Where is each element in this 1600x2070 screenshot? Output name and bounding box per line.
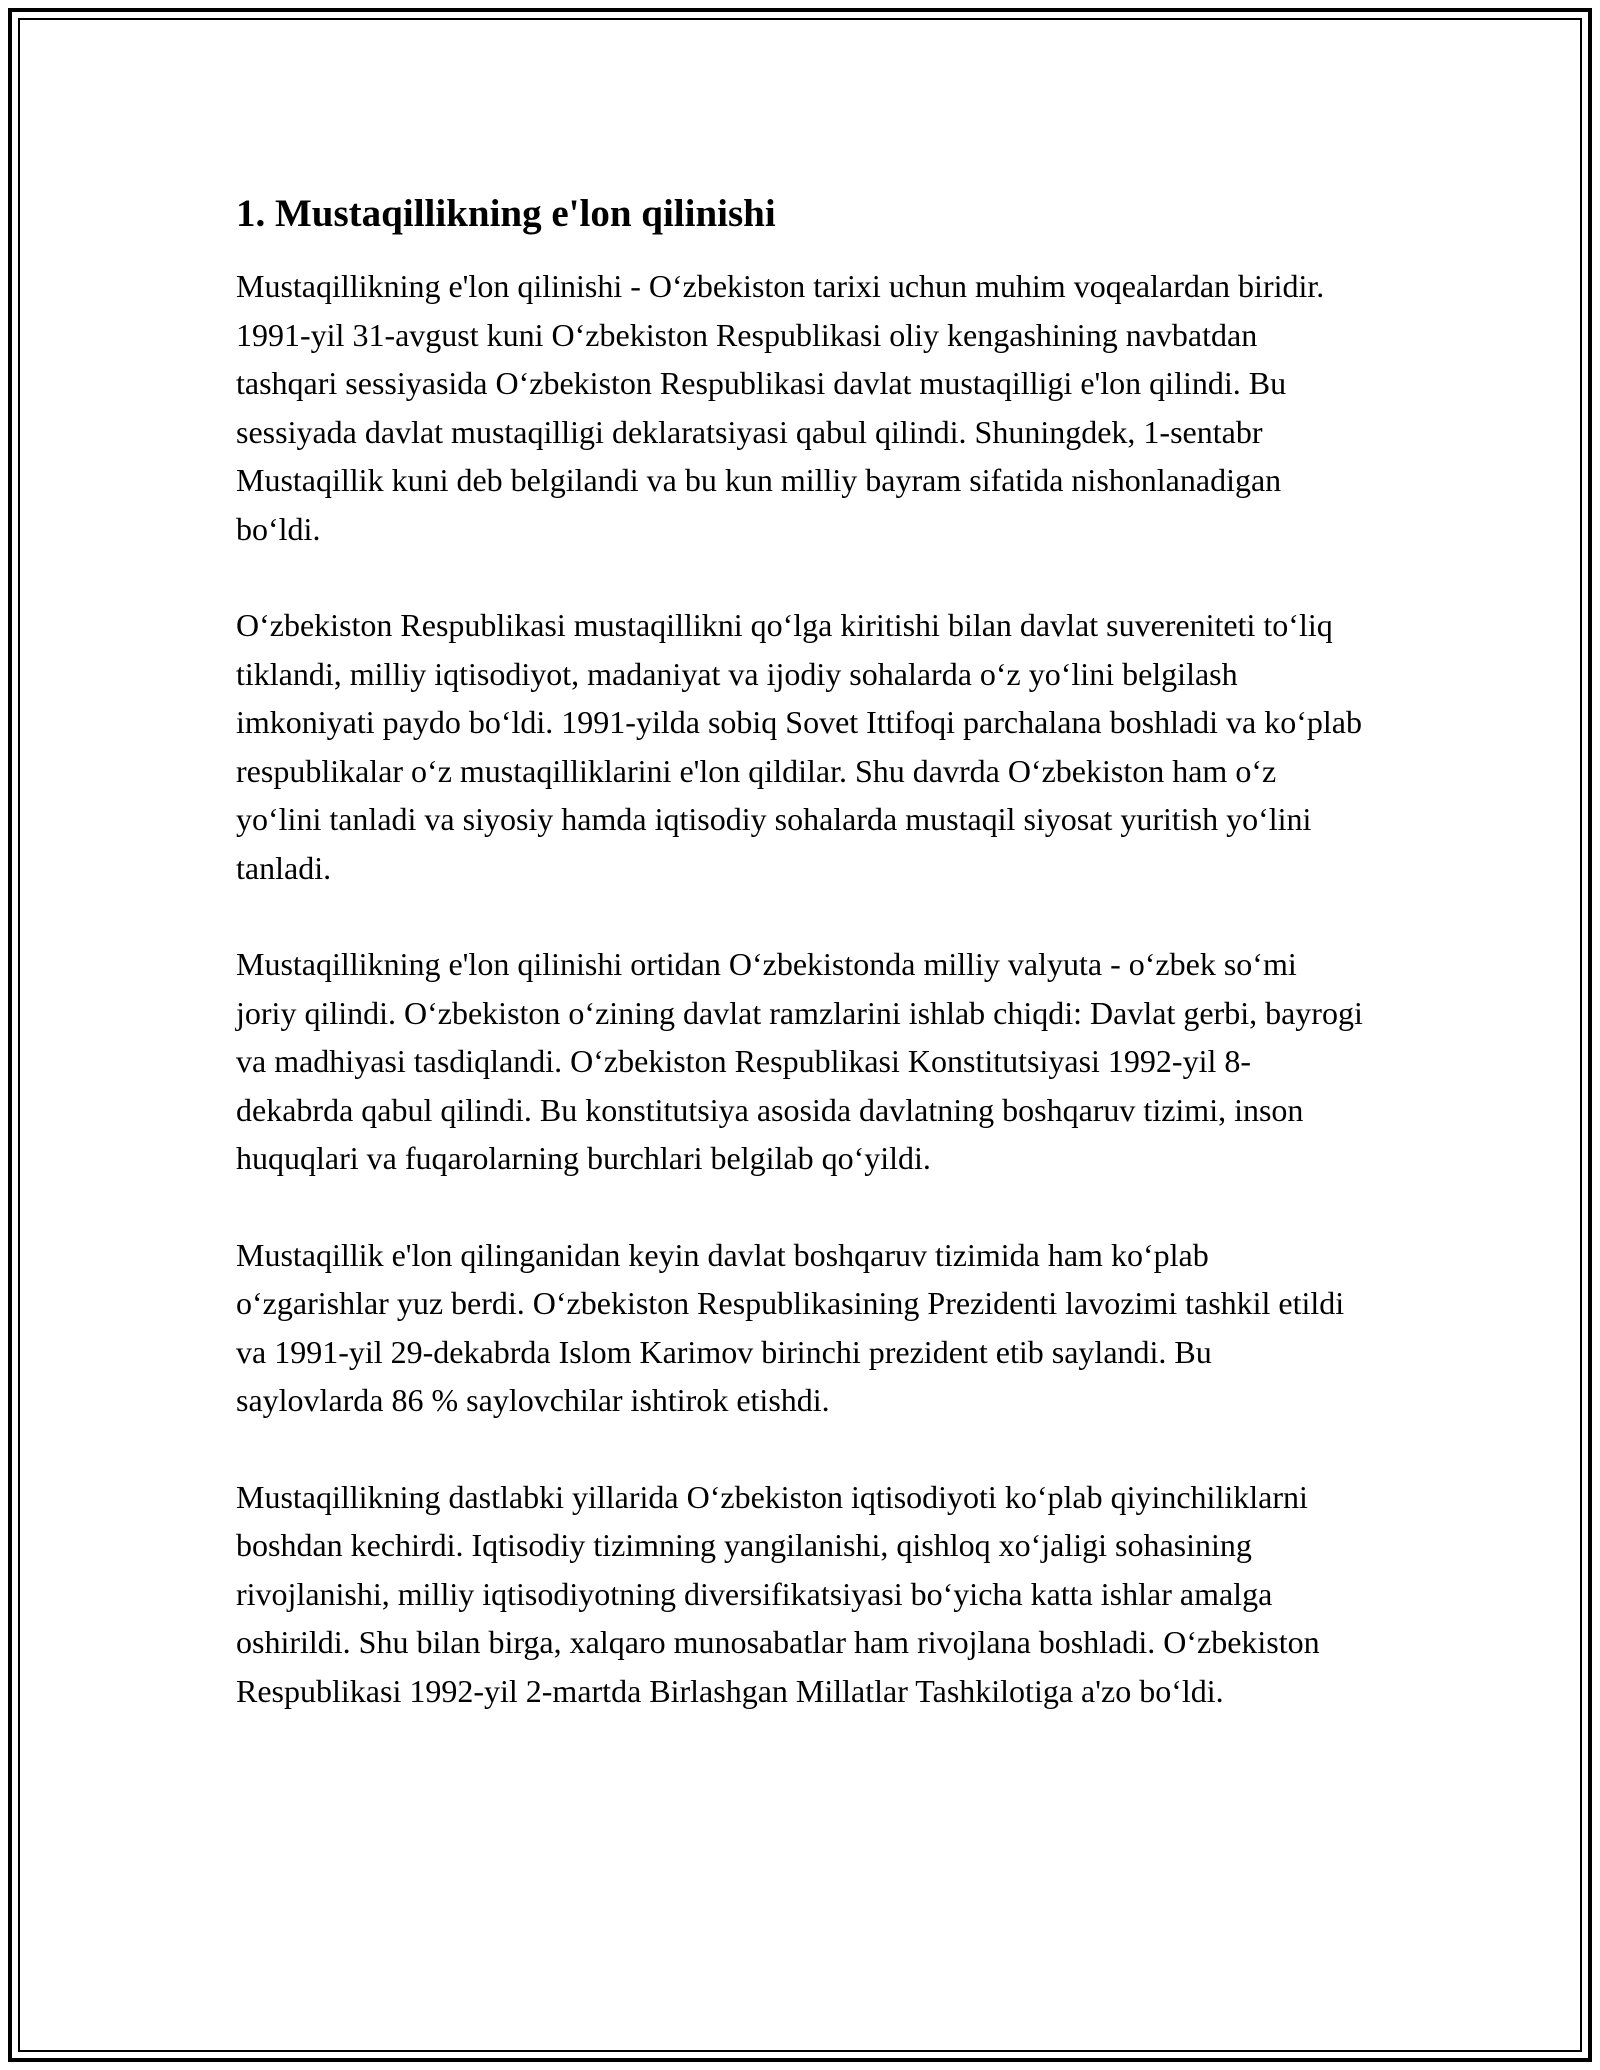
paragraph-5: Mustaqillikning dastlabki yillarida O‘zbekiston iqtisodiyoti ko‘plab qiyinchiliklarni boshdan kechirdi. Iqtisodiy tizimning yangilanishi, qishloq xo‘jaligi sohasining rivojlanishi, milliy iqtisodiyotning diversifikatsiyasi bo‘yicha katta ishlar amalga oshirildi. Shu bilan birga, xalqaro munosabatlar ham rivojlana boshladi. O‘zbekiston Respublikasi 1992-yil 2-martda Birlashgan Millatlar Tashkilotiga a'zo bo‘ldi. (236, 1478, 1320, 1709)
section-heading: 1. Mustaqillikning e'lon qilinishi (236, 192, 776, 235)
paragraph-2: O‘zbekiston Respublikasi mustaqillikni qo‘lga kiritishi bilan davlat suvereniteti to‘liq tiklandi, milliy iqtisodiyot, madaniyat va ijodiy sohalarda o‘z yo‘lini belgilash imkoniyati paydo bo‘ldi. 1991-yilda sobiq Sovet Ittifoqi parchalana boshladi va ko‘plab respublikalar o‘z mustaqilliklarini e'lon qildilar. Shu davrda O‘zbekiston ham o‘z yo‘lini tanladi va siyosiy hamda iqtisodiy sohalarda mustaqil siyosat yuritish yo‘lini tanladi. (236, 607, 1362, 886)
document-body (236, 188, 1364, 1763)
paragraph-4: Mustaqillik e'lon qilinganidan keyin davlat boshqaruv tizimida ham ko‘plab o‘zgarishlar yuz berdi. O‘zbekiston Respublikasining Prezidenti lavozimi tashkil etildi va 1991-yil 29-dekabrda Islom Karimov birinchi prezident etib saylandi. Bu saylovlarda 86 % saylovchilar ishtirok etishdi. (236, 1236, 1345, 1418)
paragraph-1: Mustaqillikning e'lon qilinishi - O‘zbekiston tarixi uchun muhim voqealardan biridir. 1991-yil 31-avgust kuni O‘zbekiston Respublikasi oliy kengashining navbatdan tashqari sessiyasida O‘zbekiston Respublikasi davlat mustaqilligi e'lon qilindi. Bu sessiyada davlat mustaqilligi deklaratsiyasi qabul qilindi. Shuningdek, 1-sentabr Mustaqillik kuni deb belgilandi va bu kun milliy bayram sifatida nishonlanadigan bo‘ldi. (236, 268, 1325, 547)
paragraph-3: Mustaqillikning e'lon qilinishi ortidan O‘zbekistonda milliy valyuta - o‘zbek so‘mi joriy qilindi. O‘zbekiston o‘zining davlat ramzlarini ishlab chiqdi: Davlat gerbi, bayrogi va madhiyasi tasdiqlandi. O‘zbekiston Respublikasi Konstitutsiyasi 1992-yil 8-dekabrda qabul qilindi. Bu konstitutsiya asosida davlatning boshqaruv tizimi, inson huquqlari va fuqarolarning burchlari belgilab qo‘yildi. (236, 946, 1363, 1176)
